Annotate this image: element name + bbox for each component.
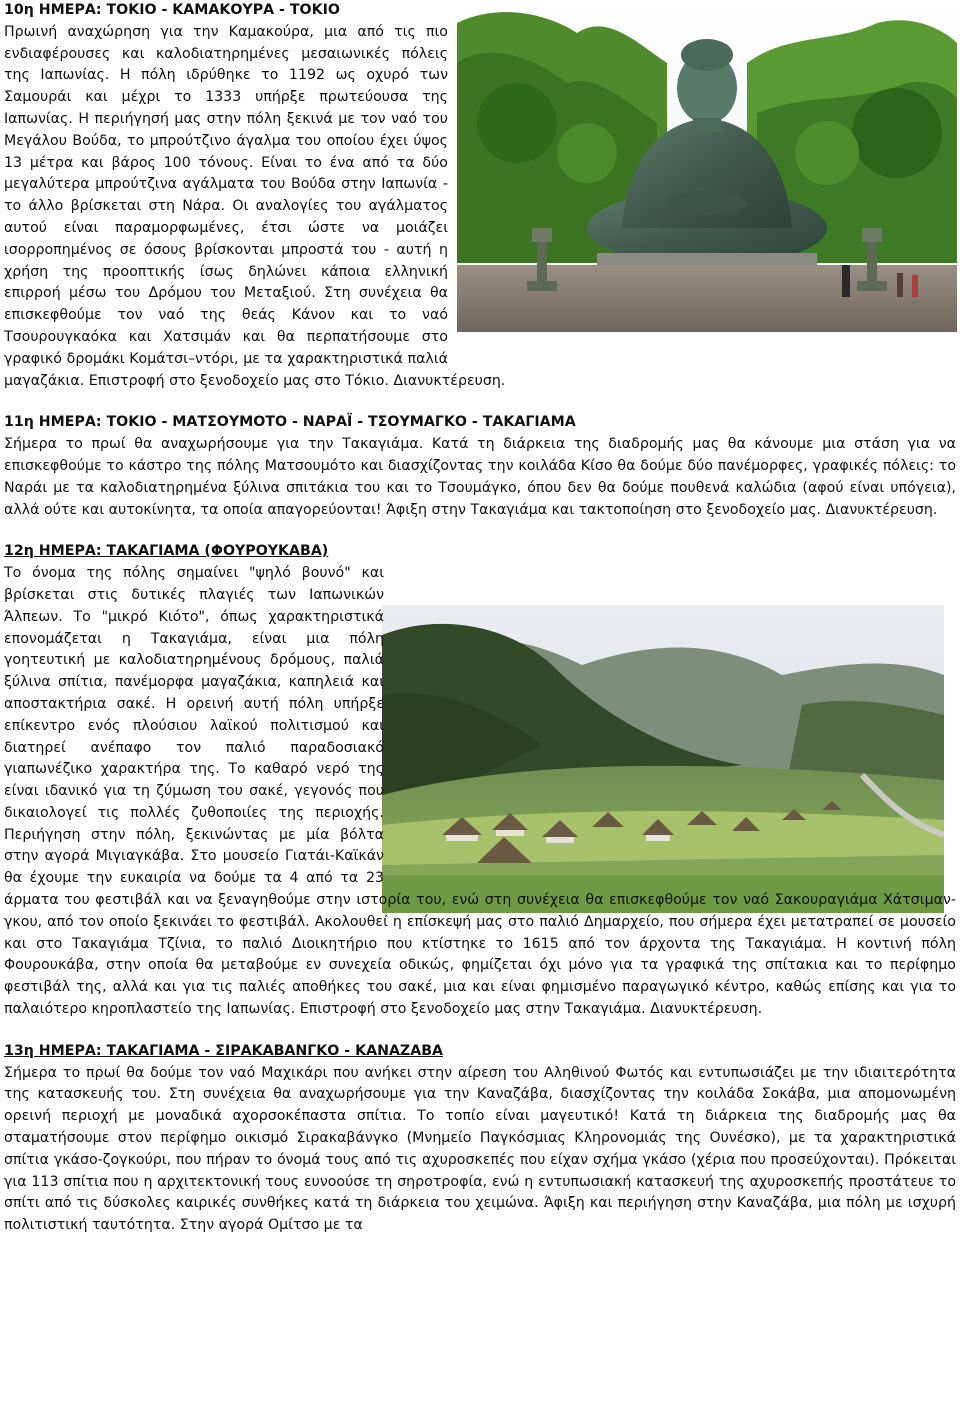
- day-12-body: Το όνομα της πόλης σημαίνει "ψηλό βουνό" και βρίσκεται στις δυτικές πλαγιές των Ιαπωνικών Άλπεων. Το "μικρό Κιότο", όπως χαρακτηριστικά επονομάζεται η Τακαγιάμα, είναι μια πόλη γοητευτική με καλοδιατηρημένους δρόμους, παλιά ξύλινα σπίτια, πανέμορφα μαγαζάκια, καπηλειά και αποστακτήρια σακέ. Η ορεινή αυτή πόλη υπήρξε επίκεντρο ενός πλούσιου λαϊκού πολιτισμού και διατηρεί ανέπαφο τον παλιό παραδοσιακό γιαπωνέζικο χαρακτήρα της. Το καθαρό νερό της είναι ιδανικό για τη ζύμωση του σακέ, γεγονός που δικαιολογεί τις πολλές ζυθοποιίες της περιοχής. Περιήγηση στην πόλη, ξεκινώντας με μία βόλτα στην αγορά Μιγιαγκάβα. Στο μουσείο Γιατάι-Καϊκάν θα έχουμε την ευκαιρία να δούμε τα 4 από τα 23 άρματα του φεστιβάλ και να ξεναγηθούμε στην ιστορία του, ενώ στη συνέχεια θα επισκεφθούμε τον ναό Σακουραγιάμα Χάτσιμαν-γκου, από τον οποίο ξεκινάει το φεστιβάλ. Ακολουθεί η επίσκεψή μας στο παλιό Δημαρχείο, που σήμερα έχει μετατραπεί σε μουσείο και στο Τακαγιάμα Τζίνια, το παλιό Διοικητήριο που κτίστηκε το 1615 από τον άρχοντα της Τακαγιάμα. Η κοντινή πόλη Φουρουκάβα, στην οποία θα μεταβούμε εν συνεχεία οδικώς, φημίζεται όχι μόνο για τα γραφικά της σπίτακια και το περίφημο φεστιβάλ της, αλλά και για τις παλιές αποθήκες του σακέ, μια και είναι φημισμένο παραγωγικό κέντρο, καθώς επίσης και για το παλαιότερο κηροπλαστείο της Ιαπωνίας. Επιστροφή στο ξενοδοχείο μας στην Τακαγιάμα. Διανυκτέρευση.: [4, 565, 956, 1018]
- day-13-text: Σήμερα το πρωί θα δούμε τον ναό Μαχικάρι που ανήκει στην αίρεση του Αληθινού Φωτός και εντυπωσιάζει με την ιδιαιτερότητα της κατασκευής του. Στη συνέχεια θα αναχωρήσουμε για την Καναζάβα, διασχίζοντας την κοιλάδα Σοκάβα, μια απομονωμένη ορεινή περιοχή με μοναδικά αχορσοκέπαστα σπίτια. Το τοπίο είναι μαγευτικό! Κατά τη διάρκεια της διαδρομής μας θα σταματήσουμε στον περίφημο οικισμό Σιρακαβάνγκο (Μνημείο Παγκόσμιας Κληρονομιάς της Ουνέσκο), με τα χαρακτηριστικά σπίτια γκάσο-ζογκούρι, που πήραν το όνομά τους από τις αχυροσκεπές που είχαν σχήμα γκάσο (χέρια που προσεύχονται). Πρόκειται για 113 σπίτια που η αρχιτεκτονική τους ευνοούσε τη σηροτροφία, ενώ η εντυπωσιακή κατασκευή της αχυροσκεπής προστάτευε το σπίτι από τις δύσκολες καιρικές συνθήκες κατά τη διάρκεια του χειμώνα. Άφιξη και περιήγηση στην Καναζάβα, μια πόλη με ισχυρή πολιτιστική ταυτότητα. Στην αγορά Ομίτσο με τα: [4, 1064, 956, 1234]
- day-10-title: 10η ΗΜΕΡΑ: ΤΟΚΙΟ - ΚΑΜΑΚΟΥΡΑ - ΤΟΚΙΟ: [4, 2, 340, 18]
- day-10-text: [4, 22, 956, 393]
- day-11-section: [4, 412, 956, 521]
- day-12-section: [4, 541, 956, 1021]
- day-12-title: 12η ΗΜΕΡΑ: ΤΑΚΑΓΙΑΜΑ (ΦΟΥΡΟΥΚΑΒΑ): [4, 543, 329, 560]
- day-10-body: Πρωινή αναχώρηση για την Καμακούρα, μια από τις πιο ενδιαφέρουσες και καλοδιατηρημένες μεσαιωνικές πόλεις της Ιαπωνίας. Η πόλη ιδρύθηκε το 1192 ως οχυρό των Σαμουράι και μέχρι το 1333 υπήρξε πρωτεύουσα της Ιαπωνίας. Η περιήγησή μας στην πόλη ξεκινά με τον ναό του Μεγάλου Βούδα, το μπρούτζινο άγαλμα του οποίου έχει ύψος 13 μέτρα και βάρος 100 τόνους. Είναι το ένα από τα δύο μεγαλύτερα μπρούτζινα αγάλματα του Βούδα στην Ιαπωνία - το άλλο βρίσκεται στη Νάρα. Οι αναλογίες του αγάλματος αυτού είναι παραμορφωμένες, έτσι ώστε να μοιάζει ισορροπημένος σε όσους βρίσκονται μπροστά του - αυτή η χρήση της προοπτικής ίσως δηλώνει κάποια ελληνική επιρροή μέσω του Δρόμου του Μεταξιού. Στη συνέχεια θα επισκεφθούμε τον ναό της θεάς Κάνον και το ναό Τσουρουγκαόκα και Χατσιμάν και θα περπατήσουμε στο γραφικό δρομάκι Κομάτσι–ντόρι, με τα χαρακτηριστικά παλιά μαγαζάκια. Επιστροφή στο ξενοδοχείο μας στο Τόκιο. Διανυκτέρευση.: [4, 23, 506, 389]
- day-12-photo-space: [390, 563, 956, 873]
- day-13-title: 13η ΗΜΕΡΑ: ΤΑΚΑΓΙΑΜΑ - ΣΙΡΑΚΑΒΑΝΓΚΟ - ΚΑΝΑΖΑΒΑ: [4, 1042, 443, 1059]
- day-10-section: [4, 0, 956, 392]
- day-11-title: 11η ΗΜΕΡΑ: ΤΟΚΙΟ - ΜΑΤΣΟΥΜΟΤΟ - ΝΑΡΑΪ - ΤΣΟΥΜΑΓΚΟ - ΤΑΚΑΓΙΑΜΑ: [4, 414, 576, 431]
- day-11-text: Σήμερα το πρωί θα αναχωρήσουμε για την Τακαγιάμα. Κατά τη διάρκεια της διαδρομής μας θα κάνουμε μια στάση για να επισκεφθούμε το κάστρο της πόλης Ματσουμότο και διασχίζοντας την κοιλάδα Κίσο θα δούμε δύο πανέμορφες, γραφικές πόλεις: το Ναράι με τα καλοδιατηρημένα ξύλινα σπιτάκια του και το Τσουμάγκο, όπου δεν θα δούμε πουθενά καλώδια (αφού είναι υπόγεια), αλλά ούτε και αυτοκίνητα, τα οποία απαγορεύονται! Άφιξη στην Τακαγιάμα και τακτοποίηση στο ξενοδοχείο μας. Διανυκτέρευση.: [4, 436, 956, 518]
- day-13-section: [4, 1041, 956, 1237]
- day-12-text: [4, 563, 956, 1021]
- day-10-photo-space: [456, 22, 956, 352]
